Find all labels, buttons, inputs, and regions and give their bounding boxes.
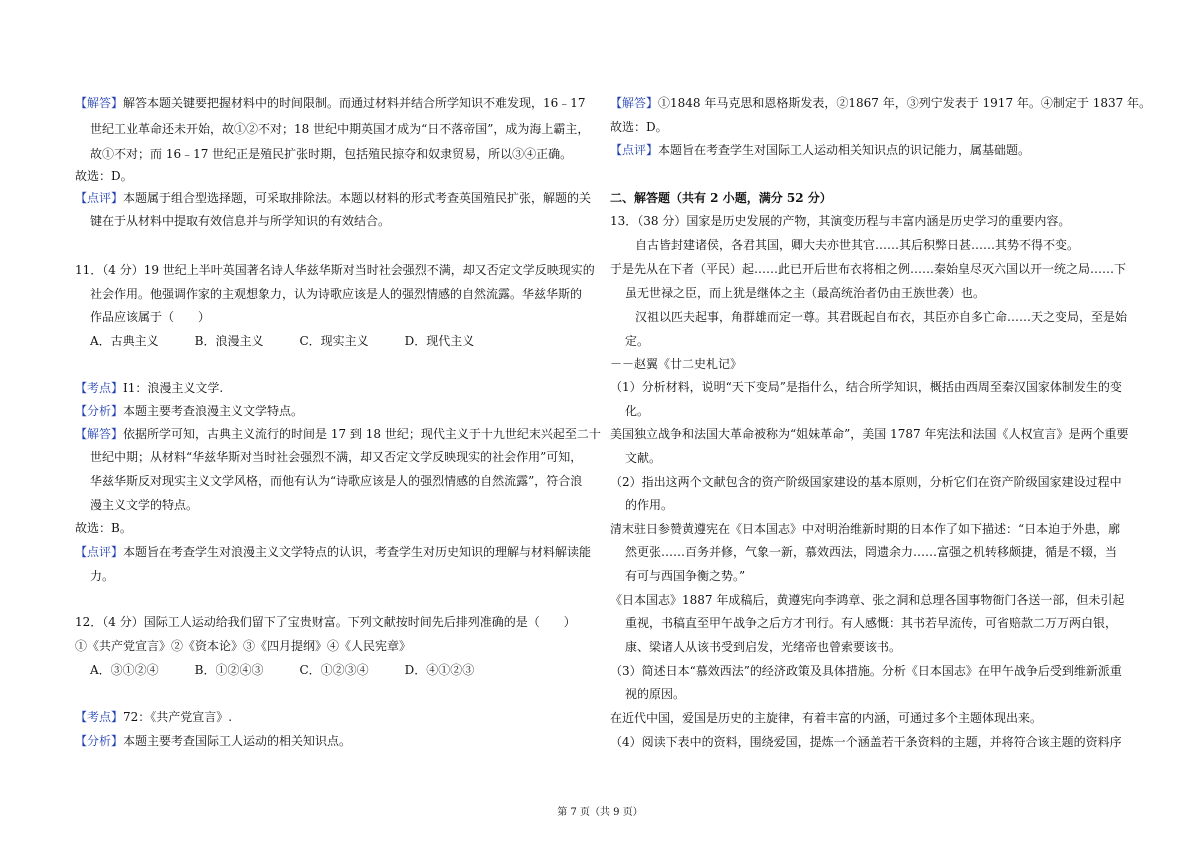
- text-line: 社会作用。他强调作家的主观想象力，认为诗歌应该是人的强烈情感的自然流露。华兹华斯的: [90, 287, 583, 301]
- subquestion-line: （2）指出这两个文献包含的资产阶级国家建设的基本原则，分析它们在资产阶级国家建设过程中: [610, 475, 1122, 489]
- quote-line: 虽无世禄之臣，而上犹是继体之主（最高统治者仍由王族世袭）也。: [625, 286, 986, 300]
- section-heading: 二、解答题（共有 2 小题，满分 52 分）: [610, 191, 832, 205]
- subquestion-line: （3）简述日本“慕效西法”的经济政策及具体措施。分析《日本国志》在甲午战争后受到维新派重: [610, 664, 1122, 678]
- subquestion-line: （1）分析材料，说明“天下变局”是指什么，结合所学知识，概括由西周至秦汉国家体制发生的变: [610, 380, 1122, 394]
- quote-line: 汉祖以匹夫起事，角群雄而定一尊。其君既起自布衣，其臣亦自多亡命……天之变局，至是始: [635, 310, 1128, 324]
- text-line: 华兹华斯反对现实主义文学风格，而他有认为“诗歌应该是人的强烈情感的自然流露”，符合浪: [90, 474, 583, 488]
- options-line: A．③①②④ B．①②④③ C．①②③④ D．④①②③: [90, 663, 475, 677]
- text-line: ①《共产党宣言》②《资本论》③《四月提纲》④《人民宪章》: [75, 639, 412, 653]
- text-line: 漫主义文学的特点。: [90, 498, 199, 512]
- quote-line: 于是先从在下者（平民）起……此已开后世布衣将相之例……秦始皇尽灭六国以开一统之局……下: [610, 262, 1127, 276]
- answer-line: 【解答】依据所学可知，古典主义流行的时间是 17 到 18 世纪；现代主义于十九世纪末兴起至二十: [75, 427, 601, 441]
- text-line: 世纪工业革命还未开始，故①②不对；18 世纪中期英国才成为“日不落帝国”，成为海上霸主，: [90, 122, 590, 136]
- text-line: 康、梁诸人从该书受到启发，光绪帝也曾索要该书。: [625, 640, 902, 654]
- source-line: －－赵翼《廿二史札记》: [610, 357, 743, 371]
- text-line: 力。: [90, 569, 115, 583]
- text-line: 文献。: [625, 451, 662, 465]
- text-line: 化。: [625, 404, 650, 418]
- question-12: 12．（4 分）国际工人运动给我们留下了宝贵财富。下列文献按时间先后排列准确的是（ ）: [75, 615, 576, 629]
- text-line: 在近代中国，爱国是历史的主旋律，有着丰富的内涵，可通过多个主题体现出来。: [610, 711, 1043, 725]
- text-line: 《日本国志》1887 年成稿后，黄遵宪向李鸿章、张之洞和总理各国事物衙门各送一部，但未引起: [610, 593, 1125, 607]
- answer-line: 【解答】解答本题关键要把握材料中的时间限制。而通过材料并结合所学知识不难发现，16﹣17: [75, 96, 586, 110]
- text-line: 重视，书稿直至甲午战争之后方才刊行。有人感慨：其书若早流传，可省赔款二万万两白银，: [625, 616, 1118, 630]
- options-line: A．古典主义 B．浪漫主义 C．现实主义 D．现代主义: [90, 334, 475, 348]
- quote-line: 定。: [625, 334, 650, 348]
- text-line: 故①不对；而 16﹣17 世纪正是殖民扩张时期，包括殖民掠夺和奴隶贸易，所以③④正确。: [90, 147, 573, 161]
- choice-line: 故选：D。: [610, 120, 668, 134]
- text-line: 作品应该属于（ ）: [90, 310, 211, 324]
- text-line: 美国独立战争和法国大革命被称为“姐妹革命”，美国 1787 年宪法和法国《人权宣言》是两个重要: [610, 427, 1129, 441]
- point-line: 【考点】I1：浪漫主义文学.: [75, 381, 224, 395]
- quote-line: 自古皆封建诸侯，各君其国，卿大夫亦世其官……其后积弊日甚……其势不得不变。: [635, 238, 1080, 252]
- analysis-line: 【分析】本题主要考查浪漫主义文学特点。: [75, 404, 304, 418]
- point-line: 【考点】72：《共产党宣言》.: [75, 710, 233, 724]
- text-line: 键在于从材料中提取有效信息并与所学知识的有效结合。: [90, 214, 391, 228]
- answer-line: 【解答】①1848 年马克思和恩格斯发表，②1867 年，③列宁发表于 1917 年。④制定于 1837 年。: [610, 96, 1152, 110]
- text-line: 有可与西国争衡之势。”: [625, 569, 746, 583]
- text-line: 世纪中期；从材料“华兹华斯对当时社会强烈不满，却又否定文学反映现实的社会作用”可知，: [90, 450, 583, 464]
- comment-line: 【点评】本题旨在考查学生对国际工人运动相关知识点的识记能力，属基础题。: [610, 143, 1031, 157]
- choice-line: 故选：B。: [75, 521, 132, 535]
- text-line: 然更张……百务并修，气象一新，慕效西法，罔遗余力……富强之机转移颇捷，循是不辍，当: [625, 545, 1118, 559]
- choice-line: 故选：D。: [75, 169, 133, 183]
- question-11: 11．（4 分）19 世纪上半叶英国著名诗人华兹华斯对当时社会强烈不满，却又否定文学反映现实的: [75, 263, 595, 277]
- subquestion-line: （4）阅读下表中的资料，围绕爱国，提炼一个涵盖若干条资料的主题，并将符合该主题的资料序: [610, 735, 1122, 749]
- analysis-line: 【分析】本题主要考查国际工人运动的相关知识点。: [75, 734, 352, 748]
- text-line: 的作用。: [625, 498, 674, 512]
- page-footer: 第 7 页（共 9 页）: [557, 807, 643, 818]
- question-13: 13．（38 分）国家是历史发展的产物，其演变历程与丰富内涵是历史学习的重要内容。: [610, 214, 1071, 228]
- comment-line: 【点评】本题属于组合型选择题，可采取排除法。本题以材料的形式考查英国殖民扩张，解题的关: [75, 191, 592, 205]
- comment-line: 【点评】本题旨在考查学生对浪漫主义文学特点的认识，考查学生对历史知识的理解与材料解读能: [75, 545, 592, 559]
- text-line: 视的原因。: [625, 687, 686, 701]
- text-line: 清末驻日参赞黄遵宪在《日本国志》中对明治维新时期的日本作了如下描述：“日本迫于外患，廓: [610, 522, 1121, 536]
